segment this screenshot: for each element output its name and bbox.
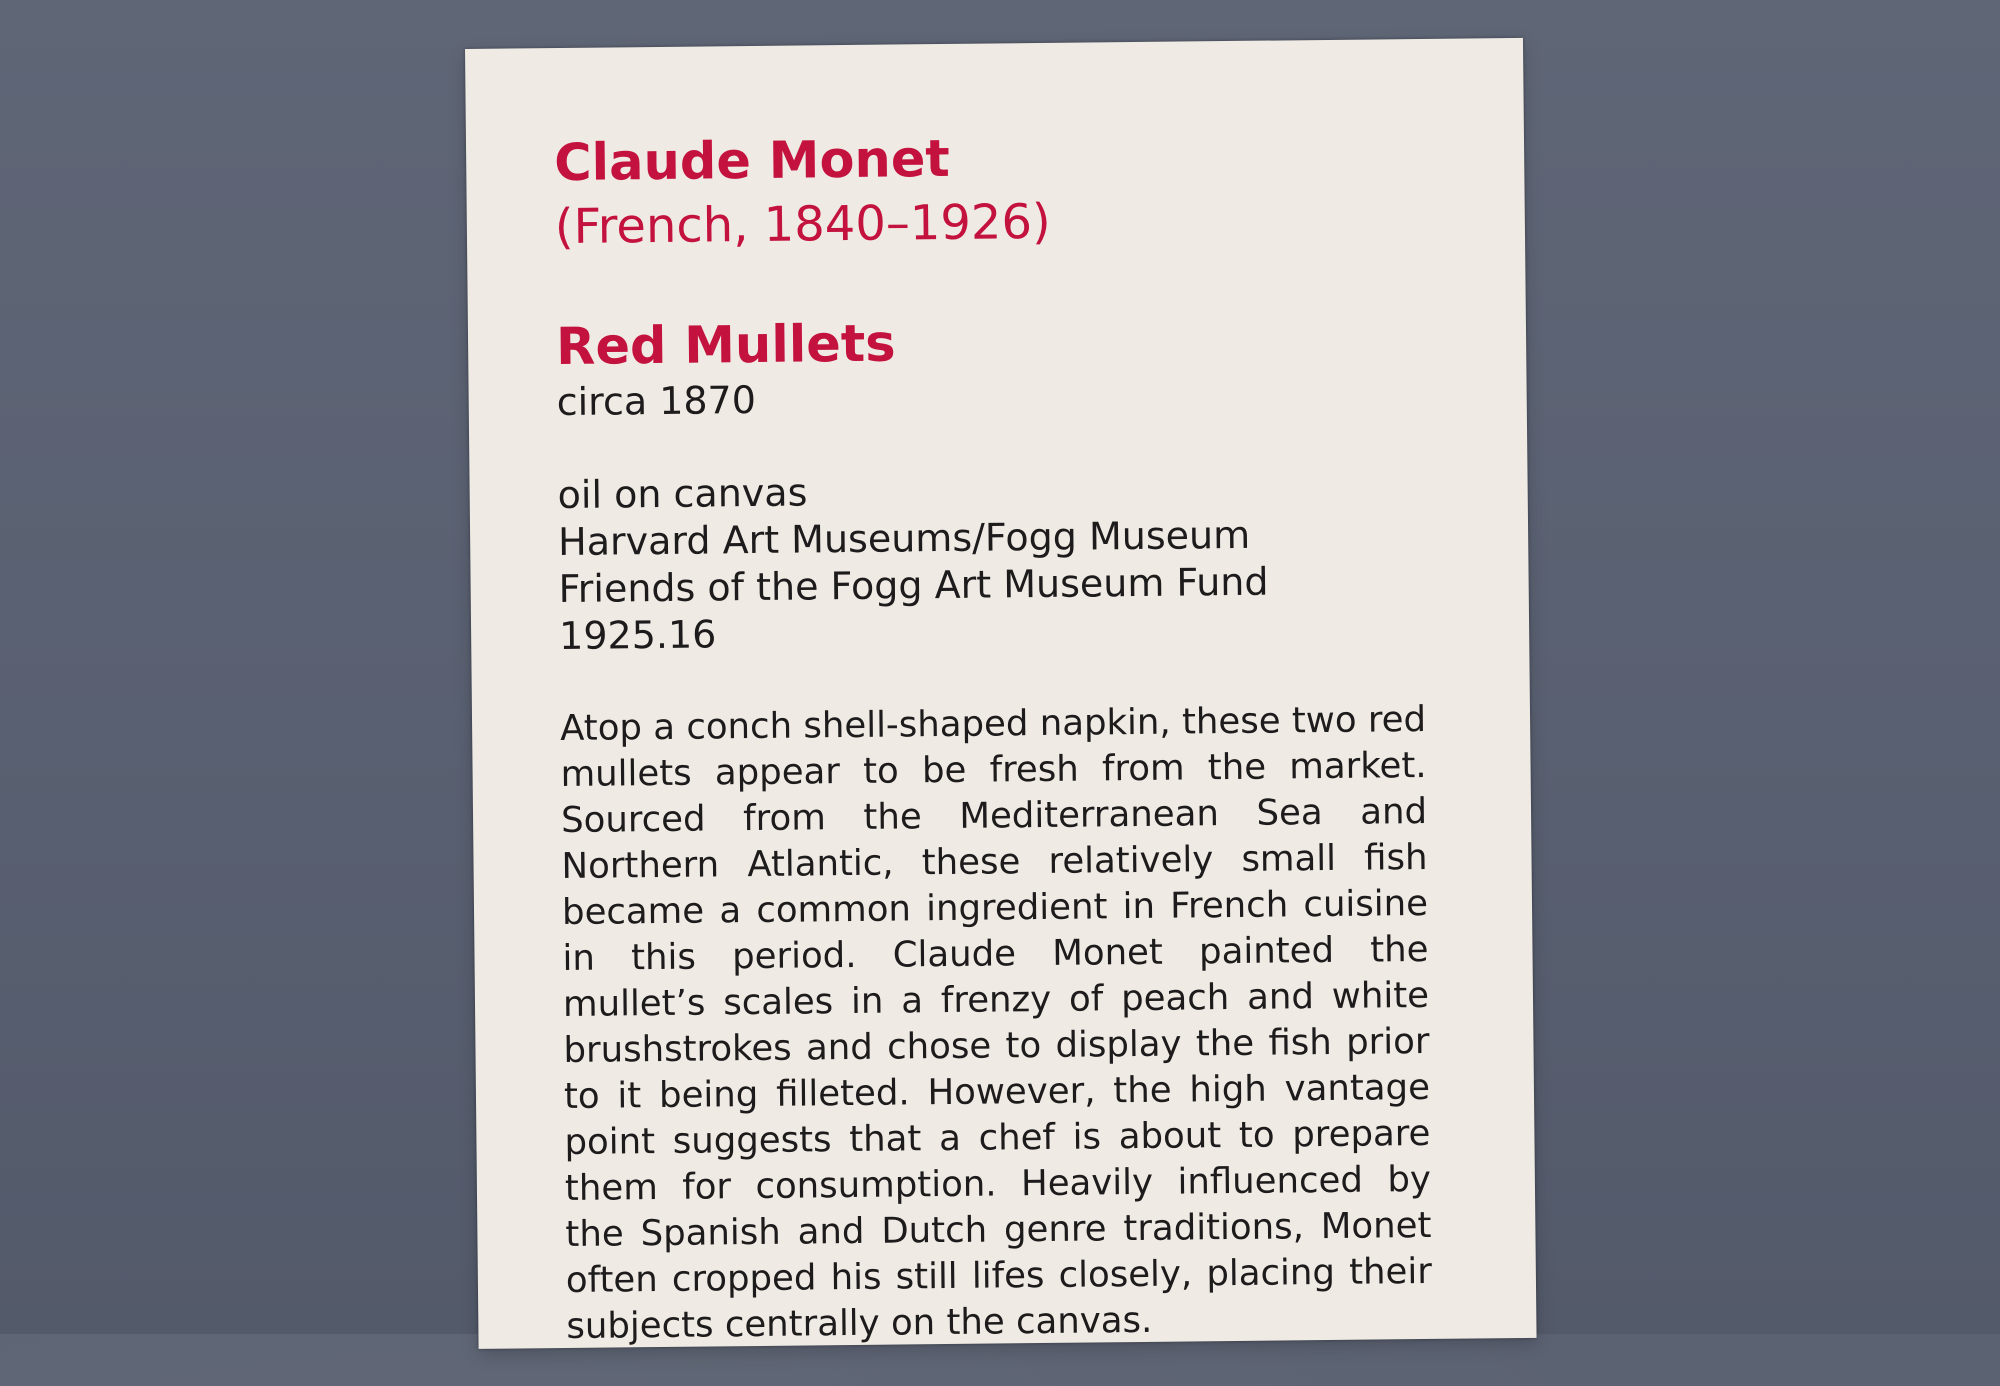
artwork-description: Atop a conch shell-shaped napkin, these two red mullets appear to be fresh from the market. Sourced from the Mediterranean Sea and Northern Atlantic, these relatively small fish became a common ingredient in French cuisine in this period. Claude Monet painted the mullet’s scales in a frenzy of peach and white brushstrokes and chose to display the fish prior to it being filleted. However, the high vantage point suggests that a chef is about to prepare them for consumption. Heavily influenced by the Spanish and Dutch genre traditions, Monet often cropped his still lifes closely, placing their subjects centrally on the canvas. <box>559 698 1433 1348</box>
artwork-credit-line: Friends of the Fogg Art Museum Fund <box>558 559 1269 612</box>
label-content <box>554 125 1437 1386</box>
artwork-accession-number: 1925.16 <box>558 612 717 659</box>
artwork-date: circa 1870 <box>556 377 757 425</box>
artwork-medium: oil on canvas <box>557 470 808 518</box>
museum-wall-label <box>465 38 1537 1349</box>
artwork-collection: Harvard Art Museums/Fogg Museum <box>557 512 1251 565</box>
artwork-metadata <box>557 463 1429 660</box>
artist-nationality-dates: (French, 1840–1926) <box>554 193 1051 256</box>
artwork-title: Red Mullets <box>555 314 896 378</box>
artist-name: Claude Monet <box>553 129 951 194</box>
